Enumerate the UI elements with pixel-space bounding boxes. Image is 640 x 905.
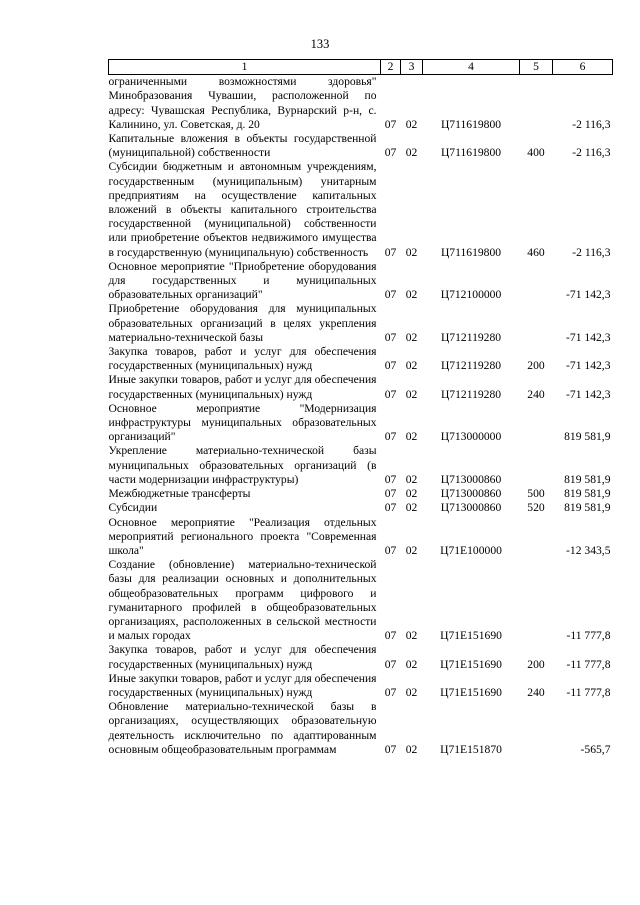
row-expense-type: 400 xyxy=(527,146,545,160)
table-row xyxy=(109,700,613,757)
row-target-article: Ц711619800 xyxy=(440,146,502,160)
row-amount: -71 142,3 xyxy=(566,387,611,401)
row-expense-type xyxy=(520,75,553,132)
row-subsection: 02 xyxy=(405,742,418,756)
row-amount: -2 116,3 xyxy=(572,117,611,131)
table-row xyxy=(109,160,613,259)
row-section: 07 xyxy=(384,657,397,671)
header-col-6: 6 xyxy=(553,60,613,75)
table-row xyxy=(109,643,613,671)
row-target-article: Ц713000860 xyxy=(440,472,502,486)
row-section: 07 xyxy=(384,117,397,131)
row-description: Закупка товаров, работ и услуг для обеспечения государственных (муниципальных) нужд xyxy=(108,345,377,373)
row-amount: 819 581,9 xyxy=(564,487,611,501)
row-target-article: Ц711619800 xyxy=(440,245,502,259)
row-description: Приобретение оборудования для муниципальных образовательных организаций в целях укрепления материально-технической базы xyxy=(108,302,377,344)
row-subsection: 02 xyxy=(405,629,418,643)
table-row xyxy=(109,558,613,643)
table-row xyxy=(109,132,613,160)
row-description: Иные закупки товаров, работ и услуг для обеспечения государственных (муниципальных) нужд xyxy=(108,373,377,401)
row-description: Основное мероприятие "Реализация отдельных мероприятий регионального проекта "Современная школа" xyxy=(108,515,377,557)
row-description: Укрепление материально-технической базы муниципальных образовательных организаций (в части модернизации инфраструктуры) xyxy=(108,444,377,486)
row-amount: -71 142,3 xyxy=(566,288,611,302)
row-target-article: Ц713000860 xyxy=(440,487,502,501)
table-row xyxy=(109,75,613,132)
row-subsection: 02 xyxy=(405,288,418,302)
row-amount: -11 777,8 xyxy=(566,685,611,699)
row-target-article: Ц71E100000 xyxy=(440,543,502,557)
table-row xyxy=(109,302,613,345)
row-description: Закупка товаров, работ и услуг для обеспечения государственных (муниципальных) нужд xyxy=(108,643,377,671)
row-subsection: 02 xyxy=(405,117,418,131)
table-header-row xyxy=(109,60,613,75)
table-row xyxy=(109,487,613,501)
row-section: 07 xyxy=(384,543,397,557)
budget-table xyxy=(108,59,613,757)
row-amount: -2 116,3 xyxy=(572,245,611,259)
row-amount: 819 581,9 xyxy=(564,430,611,444)
row-section: 07 xyxy=(384,629,397,643)
row-section: 07 xyxy=(384,387,397,401)
row-subsection: 02 xyxy=(405,146,418,160)
row-section: 07 xyxy=(384,288,397,302)
row-section: 07 xyxy=(384,472,397,486)
table-row xyxy=(109,444,613,487)
row-amount: 819 581,9 xyxy=(564,501,611,515)
row-amount: -71 142,3 xyxy=(566,330,611,344)
row-description: Основное мероприятие "Приобретение оборудования для государственных и муниципальных образовательных организаций" xyxy=(108,259,377,302)
header-col-2: 2 xyxy=(381,60,401,75)
table-row xyxy=(109,260,613,303)
row-expense-type xyxy=(520,302,553,345)
row-amount: -565,7 xyxy=(580,742,611,756)
table-row xyxy=(109,373,613,401)
row-expense-type xyxy=(520,558,553,643)
row-section: 07 xyxy=(384,146,397,160)
row-target-article: Ц712119280 xyxy=(440,359,502,373)
row-target-article: Ц712119280 xyxy=(440,387,502,401)
row-expense-type: 520 xyxy=(527,501,545,515)
header-col-5: 5 xyxy=(520,60,553,75)
header-col-4: 4 xyxy=(423,60,520,75)
row-target-article: Ц712100000 xyxy=(440,288,502,302)
row-expense-type: 500 xyxy=(527,487,545,501)
row-expense-type: 200 xyxy=(527,657,545,671)
row-section: 07 xyxy=(384,501,397,515)
row-expense-type xyxy=(520,260,553,303)
row-expense-type: 240 xyxy=(527,685,545,699)
row-target-article: Ц712119280 xyxy=(440,330,502,344)
row-section: 07 xyxy=(384,487,397,501)
row-expense-type: 200 xyxy=(527,359,545,373)
row-amount: -2 116,3 xyxy=(572,146,611,160)
row-target-article: Ц713000000 xyxy=(440,430,502,444)
row-target-article: Ц713000860 xyxy=(440,501,502,515)
table-row xyxy=(109,345,613,373)
row-description: Создание (обновление) материально-технической базы для реализации основных и дополнительных общеобразовательных программ цифрового и гуманитарного профилей в общеобразовательных организациях, расположенных в сельской местности и малых городах xyxy=(108,558,377,643)
row-subsection: 02 xyxy=(405,245,418,259)
row-description: Иные закупки товаров, работ и услуг для обеспечения государственных (муниципальных) нужд xyxy=(108,671,377,699)
row-amount: 819 581,9 xyxy=(564,472,611,486)
page-number: 133 xyxy=(310,37,330,51)
header-col-3: 3 xyxy=(401,60,423,75)
row-description: Основное мероприятие "Модернизация инфраструктуры муниципальных образовательных организаций" xyxy=(108,401,377,444)
row-description: Капитальные вложения в объекты государственной (муниципальной) собственности xyxy=(108,132,377,160)
row-subsection: 02 xyxy=(405,657,418,671)
row-section: 07 xyxy=(384,330,397,344)
row-subsection: 02 xyxy=(405,487,418,501)
row-expense-type xyxy=(520,444,553,487)
row-subsection: 02 xyxy=(405,430,418,444)
row-section: 07 xyxy=(384,359,397,373)
row-description: Межбюджетные трансферты xyxy=(108,487,251,501)
row-target-article: Ц71E151870 xyxy=(440,742,502,756)
row-target-article: Ц711619800 xyxy=(440,117,502,131)
table-row xyxy=(109,516,613,559)
row-subsection: 02 xyxy=(405,501,418,515)
row-description: Субсидии xyxy=(108,501,158,515)
row-description: Субсидии бюджетным и автономным учреждениям, государственным (муниципальным) унитарным предприятиям на осуществление капитальных вложений в объекты капитального строительства государственной (муниципальной) собственности или приобретение объектов недвижимого имущества в государственную (муниципальную) собственность xyxy=(108,160,377,259)
row-subsection: 02 xyxy=(405,472,418,486)
row-subsection: 02 xyxy=(405,330,418,344)
row-section: 07 xyxy=(384,685,397,699)
table-body xyxy=(109,75,613,757)
row-target-article: Ц71E151690 xyxy=(440,629,502,643)
row-subsection: 02 xyxy=(405,543,418,557)
row-subsection: 02 xyxy=(405,685,418,699)
row-description: Обновление материально-технической базы в организациях, осуществляющих образовательную деятельность исключительно по адаптированным основным общеобразовательным программам xyxy=(108,700,377,756)
row-amount: -11 777,8 xyxy=(566,629,611,643)
row-amount: -12 343,5 xyxy=(566,543,611,557)
row-expense-type: 240 xyxy=(527,387,545,401)
row-section: 07 xyxy=(384,742,397,756)
row-section: 07 xyxy=(384,245,397,259)
row-description: ограниченными возможностями здоровья" Минобразования Чувашии, расположенной по адресу: Чувашская Республика, Вурнарский р-н, с. Калинино, ул. Советская, д. 20 xyxy=(108,75,377,131)
table-row xyxy=(109,402,613,445)
row-subsection: 02 xyxy=(405,359,418,373)
table-row xyxy=(109,672,613,700)
row-subsection: 02 xyxy=(405,387,418,401)
row-section: 07 xyxy=(384,430,397,444)
row-target-article: Ц71E151690 xyxy=(440,685,502,699)
row-target-article: Ц71E151690 xyxy=(440,657,502,671)
table-row xyxy=(109,501,613,515)
row-expense-type xyxy=(520,516,553,559)
row-expense-type: 460 xyxy=(527,245,545,259)
row-expense-type xyxy=(520,402,553,445)
row-expense-type xyxy=(520,700,553,757)
row-amount: -71 142,3 xyxy=(566,359,611,373)
header-col-1: 1 xyxy=(109,60,381,75)
row-amount: -11 777,8 xyxy=(566,657,611,671)
